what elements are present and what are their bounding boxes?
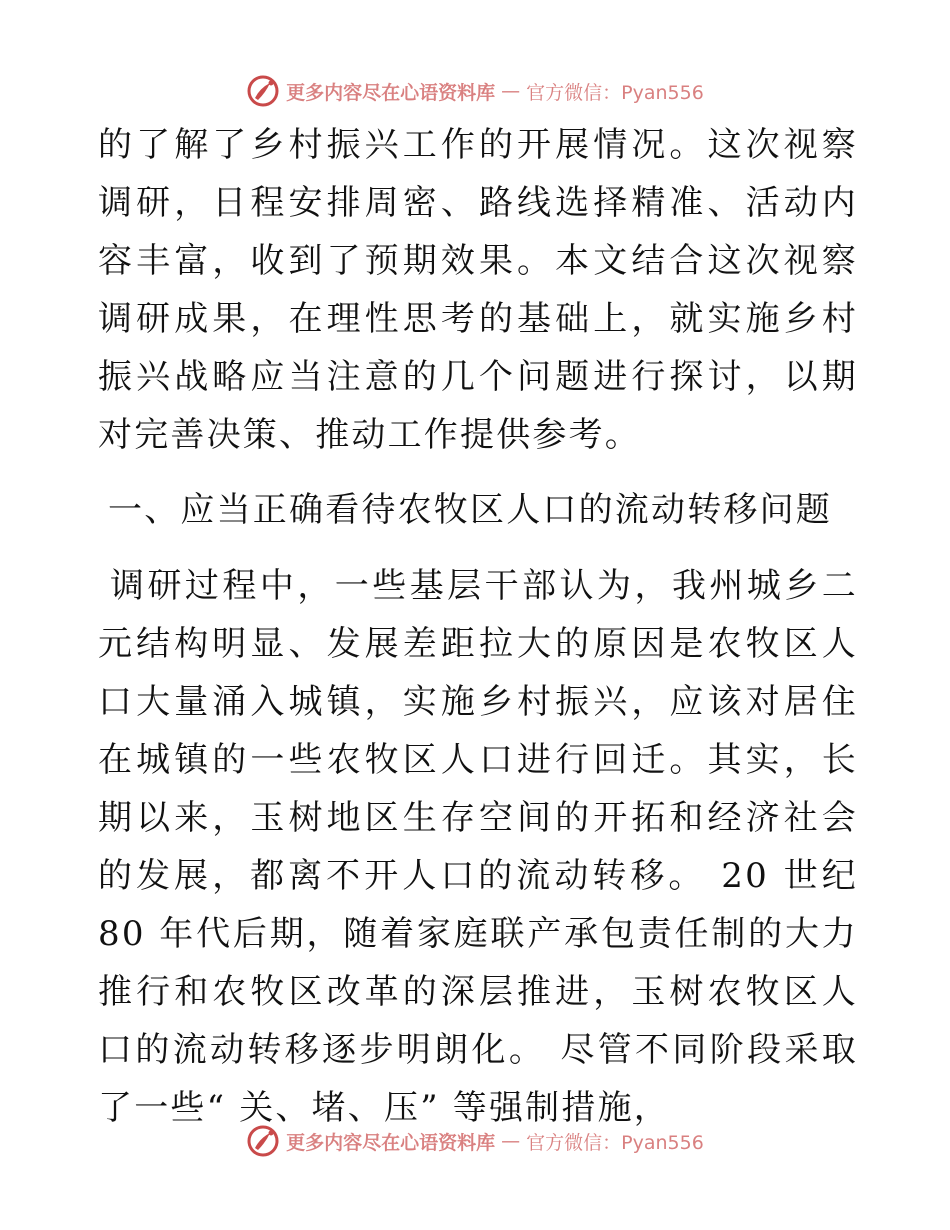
- watermark-separator: —: [501, 1130, 521, 1152]
- watermark-wechat: 官方微信：Pyan556: [526, 81, 704, 104]
- document-body: [98, 116, 858, 1137]
- watermark-banner-bottom: [0, 1121, 950, 1161]
- brush-logo-icon: [246, 1124, 280, 1158]
- watermark-wechat: 官方微信：Pyan556: [526, 1131, 704, 1154]
- watermark-banner-top: [0, 71, 950, 111]
- watermark-text: 更多内容尽在心语资料库: [286, 1131, 496, 1154]
- paragraph: 调研过程中，一些基层干部认为，我州城乡二元结构明显、发展差距拉大的原因是农牧区人口大量涌入城镇，实施乡村振兴，应该对居住在城镇的一些农牧区人口进行回迁。其实，长期以来，玉树地区生存空间的开拓和经济社会的发展，都离不开人口的流动转移。 20 世纪 80 年代后期，随着家庭联产承包责任制的大力推行和农牧区改革的深层推进，玉树农牧区人口的流动转移逐步明朗化。 尽管不同阶段采取了一些“ 关、堵、压” 等强制措施，: [98, 566, 858, 1128]
- section-heading: 一、应当正确看待农牧区人口的流动转移问题: [108, 490, 832, 530]
- watermark-text: 更多内容尽在心语资料库: [286, 81, 496, 104]
- paragraph: 的了解了乡村振兴工作的开展情况。这次视察调研，日程安排周密、路线选择精准、活动内容丰富，收到了预期效果。本文结合这次视察调研成果，在理性思考的基础上，就实施乡村振兴战略应当注意的几个问题进行探讨，以期对完善决策、推动工作提供参考。: [98, 125, 858, 455]
- brush-logo-icon: [246, 74, 280, 108]
- watermark-separator: —: [501, 80, 521, 102]
